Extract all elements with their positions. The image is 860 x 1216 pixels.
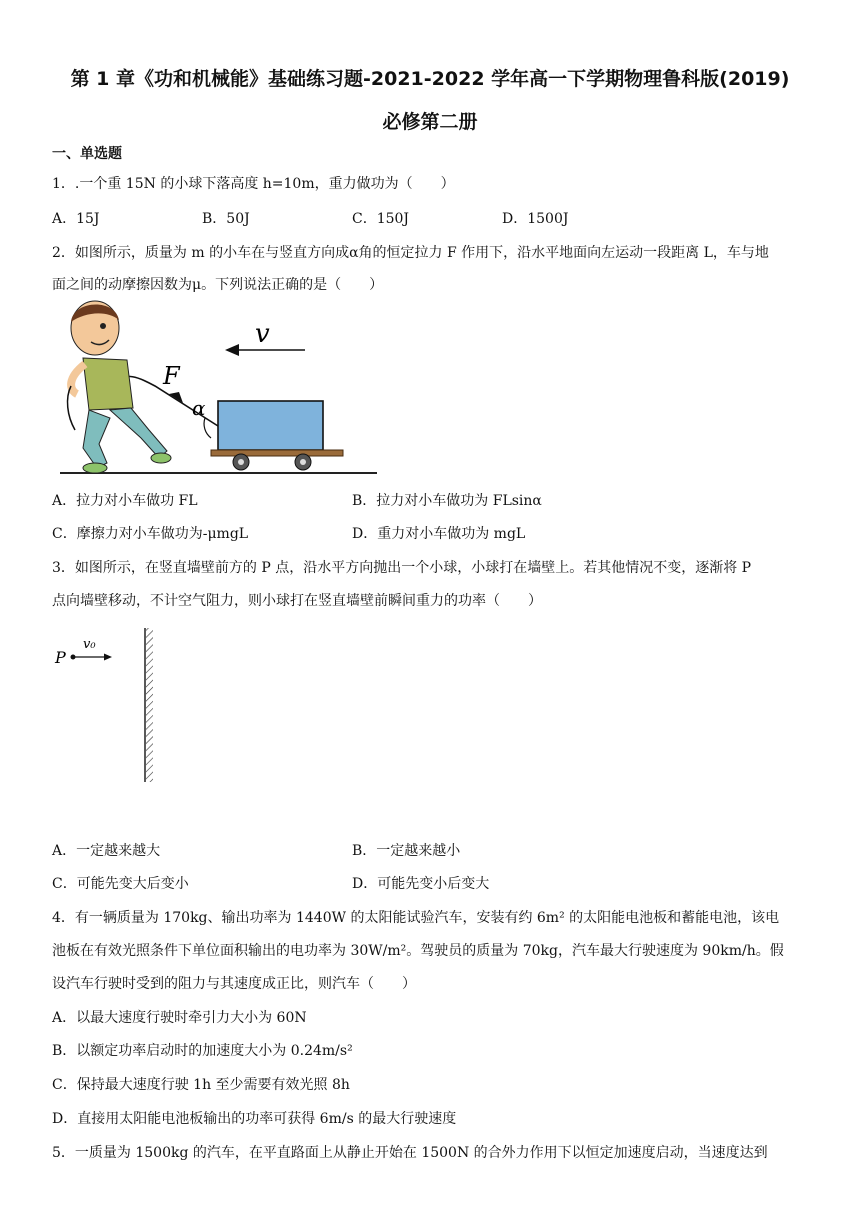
q3-option-a: A．一定越来越大 [52, 843, 161, 859]
question-2-stem-line1: 2．如图所示，质量为 m 的小车在与竖直方向成α角的恒定拉力 F 作用下，沿水平地面向左运动一段距离 L，车与地 [52, 245, 769, 261]
fig-F-label: F [163, 362, 180, 390]
q3-figure-wall [52, 625, 172, 790]
q1-option-c: C．150J [352, 211, 410, 227]
q4-option-d: D．直接用太阳能电池板输出的功率可获得 6m/s 的最大行驶速度 [52, 1111, 457, 1127]
question-4-stem-line3: 设汽车行驶时受到的阻力与其速度成正比，则汽车（ ） [52, 976, 416, 992]
question-2-stem-line2: 面之间的动摩擦因数为μ。下列说法正确的是（ ） [52, 277, 384, 293]
fig-P-label: P [55, 648, 66, 667]
q3-option-d: D．可能先变小后变大 [352, 876, 490, 892]
q1-option-b: B．50J [202, 211, 250, 227]
question-3-stem-line1: 3．如图所示，在竖直墙壁前方的 P 点，沿水平方向抛出一个小球，小球打在墙壁上。若其他情况不变，逐渐将 P [52, 560, 752, 576]
question-1-stem: 1．.一个重 15N 的小球下落高度 h=10m，重力做功为（ ） [52, 176, 455, 192]
q2-option-b: B．拉力对小车做功为 FLsinα [352, 493, 542, 509]
question-5-stem-line1: 5．一质量为 1500kg 的汽车，在平直路面上从静止开始在 1500N 的合外力作用下以恒定加速度启动，当速度达到 [52, 1145, 768, 1161]
q3-option-b: B．一定越来越小 [352, 843, 461, 859]
q1-option-a: A．15J [52, 211, 100, 227]
page-title: 第 1 章《功和机械能》基础练习题-2021-2022 学年高一下学期物理鲁科版(2019) [70, 68, 790, 90]
question-4-stem-line2: 池板在有效光照条件下单位面积输出的电功率为 30W/m²。驾驶员的质量为 70kg，汽车最大行驶速度为 90km/h。假 [52, 943, 784, 959]
q2-option-c: C．摩擦力对小车做功为-μmgL [52, 526, 249, 542]
section-heading: 一、单选题 [52, 146, 122, 162]
q2-option-a: A．拉力对小车做功 FL [52, 493, 198, 509]
q1-option-d: D．1500J [502, 211, 569, 227]
q4-option-b: B．以额定功率启动时的加速度大小为 0.24m/s² [52, 1043, 353, 1059]
q4-option-c: C．保持最大速度行驶 1h 至少需要有效光照 8h [52, 1077, 350, 1093]
q2-figure-cart-pulled [55, 298, 385, 478]
q4-option-a: A．以最大速度行驶时牵引力大小为 60N [52, 1010, 307, 1026]
fig-v0-label: v₀ [83, 637, 96, 652]
fig-alpha-label: α [192, 396, 206, 420]
q2-option-d: D．重力对小车做功为 mgL [352, 526, 526, 542]
question-4-stem-line1: 4．有一辆质量为 170kg、输出功率为 1440W 的太阳能试验汽车，安装有约 6m² 的太阳能电池板和蓄能电池，该电 [52, 910, 780, 926]
page-subtitle: 必修第二册 [382, 111, 478, 133]
q3-option-c: C．可能先变大后变小 [52, 876, 189, 892]
question-3-stem-line2: 点向墙壁移动，不计空气阻力，则小球打在竖直墙壁前瞬间重力的功率（ ） [52, 593, 542, 609]
fig-v-label: v [255, 319, 270, 349]
